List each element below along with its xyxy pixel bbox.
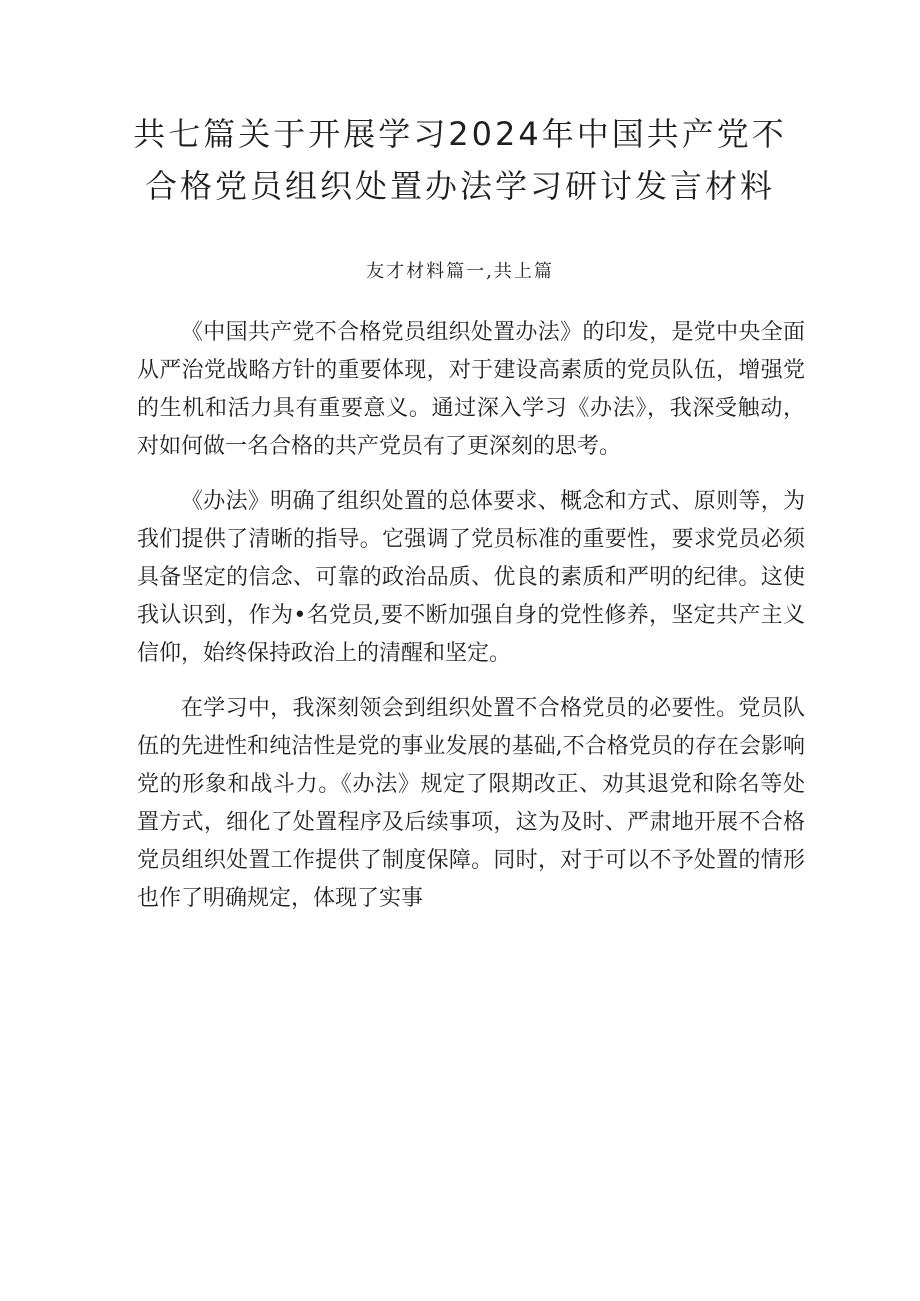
document-title	[100, 108, 820, 212]
title-line-1: 共七篇关于开展学习2024年中国共产党不	[133, 115, 787, 153]
paragraph-2: 《办法》明确了组织处置的总体要求、概念和方式、原则等，为我们提供了清晰的指导。它强调了党员标准的重要性，要求党员必须具备坚定的信念、可靠的政治品质、优良的素质和严明的纪律。这使我认识到，作为•名党员,要不断加强自身的党性修养，坚定共产主义信仰，始终保持政治上的清醒和坚定。	[137, 489, 805, 666]
paragraph-3: 在学习中，我深刻领会到组织处置不合格党员的必要性。党员队伍的先进性和纯洁性是党的事业发展的基础,不合格党员的存在会影响党的形象和战斗力。《办法》规定了限期改正、劝其退党和除名等处置方式，细化了处置程序及后续事项，这为及时、严肃地开展不合格党员组织处置工作提供了制度保障。同时，对于可以不予处置的情形也作了明确规定，体现了实事	[137, 696, 805, 911]
paragraph-1: 《中国共产党不合格党员组织处置办法》的印发，是党中央全面从严治党战略方针的重要体现，对于建设高素质的党员队伍，增强党的生机和活力具有重要意义。通过深入学习《办法》，我深受触动，对如何做一名合格的共产党员有了更深刻的思考。	[137, 320, 805, 459]
document-body	[137, 314, 805, 918]
document-subtitle: 友才材料篇一,共上篇	[366, 261, 554, 282]
title-line-2: 合格党员组织处置办法学习研讨发言材料	[144, 167, 775, 205]
